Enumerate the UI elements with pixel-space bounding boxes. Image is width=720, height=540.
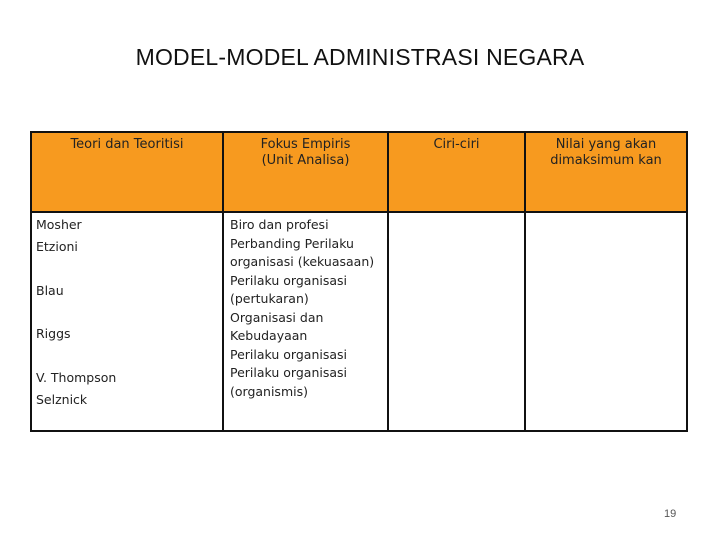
header-values-line2: dimaksimum kan <box>550 153 662 168</box>
focus-line: Biro dan profesi <box>230 217 329 232</box>
focus-line: Perilaku organisasi <box>230 365 347 380</box>
page-title: MODEL-MODEL ADMINISTRASI NEGARA <box>135 44 585 70</box>
header-focus <box>224 133 387 211</box>
column-divider <box>524 133 526 430</box>
theorist-item: Blau <box>36 283 64 298</box>
header-values-line1: Nilai yang akan <box>555 137 657 152</box>
focus-line: (pertukaran) <box>230 291 309 306</box>
header-divider <box>32 211 686 213</box>
focus-column <box>230 216 386 401</box>
focus-line: Perilaku organisasi <box>230 346 347 362</box>
header-characteristics-line1: Ciri-ciri <box>433 137 480 152</box>
focus-line: Organisasi dan <box>230 309 324 325</box>
page-number: 19 <box>664 508 677 520</box>
focus-line: Kebudayaan <box>230 328 308 343</box>
theorist-item: V. Thompson <box>36 370 117 385</box>
focus-line: (organismis) <box>230 383 308 399</box>
focus-line: organisasi (kekuasaan) <box>230 254 375 269</box>
header-values <box>526 133 686 211</box>
focus-line: Perilaku organisasi <box>230 272 347 288</box>
header-characteristics <box>389 133 524 211</box>
theorist-item: Etzioni <box>36 239 78 254</box>
focus-line: Perbanding Perilaku <box>230 235 354 251</box>
header-focus-line1: Fokus Empiris <box>260 137 351 152</box>
header-focus-line2: (Unit Analisa) <box>261 153 350 168</box>
models-table <box>30 131 688 432</box>
header-theorists <box>32 133 222 211</box>
header-theorists-line1: Teori dan Teoritisi <box>70 137 184 152</box>
theorist-item: Riggs <box>36 326 71 341</box>
theorist-item: Mosher <box>36 217 82 232</box>
theorist-item: Selznick <box>36 392 88 407</box>
column-divider <box>387 133 389 430</box>
column-divider <box>222 133 224 430</box>
